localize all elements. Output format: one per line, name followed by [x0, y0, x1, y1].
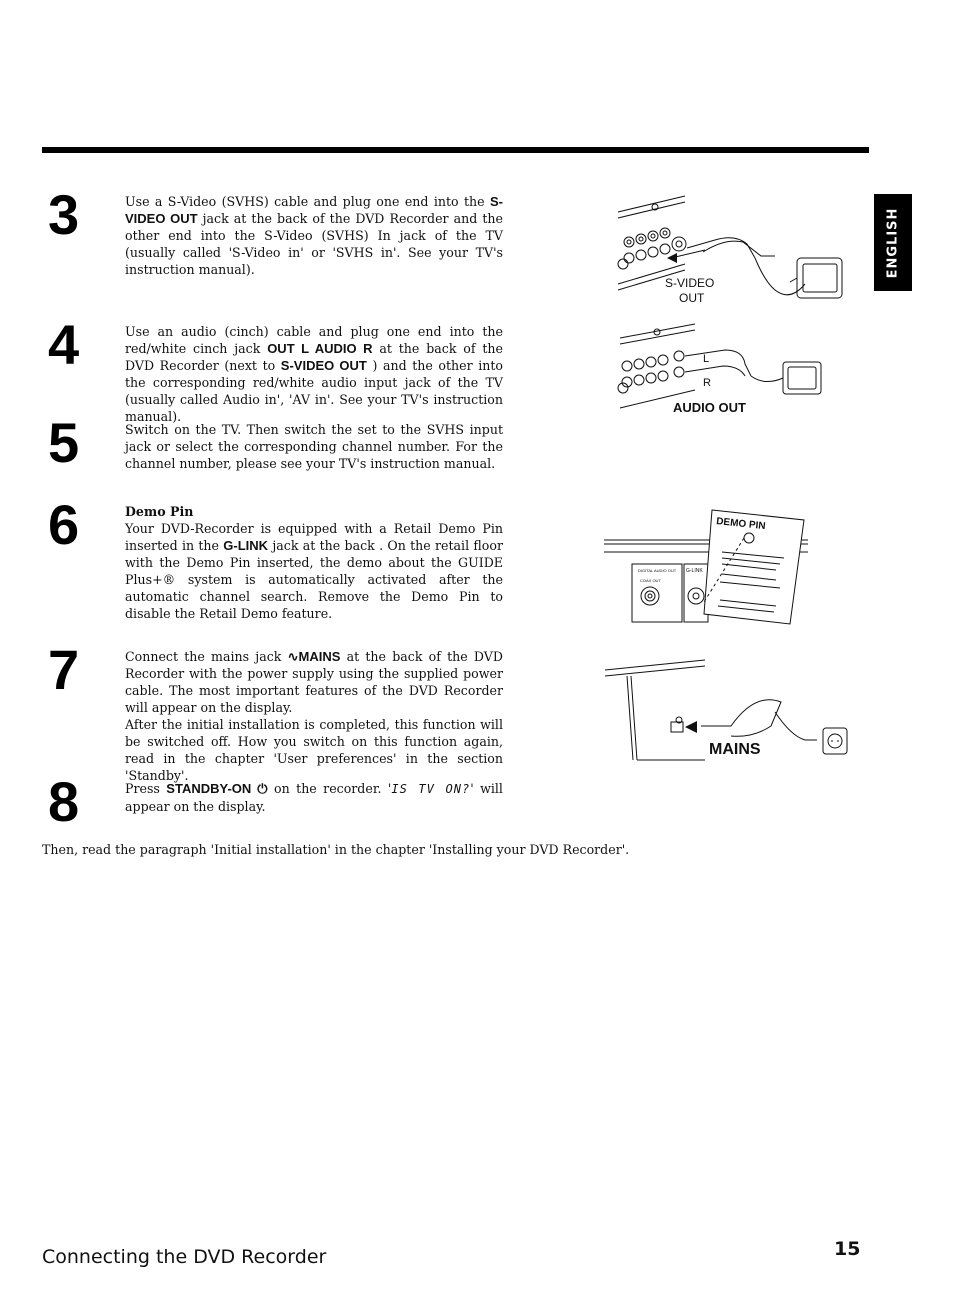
- svideo-label-out: OUT: [679, 291, 705, 305]
- page-number: 15: [834, 1238, 861, 1260]
- key-label: OUT L AUDIO R: [267, 341, 373, 356]
- step-text-part: Switch on the TV. Then switch the set to the SVHS input jack or select the corresponding channel number. For the channel number, please see your TV's instruction manual.: [125, 422, 503, 471]
- display-readout: IS TV ON?: [391, 782, 471, 796]
- mains-connection-illustration: [605, 656, 850, 766]
- audio-left-label: L: [703, 353, 710, 365]
- step-number: 8: [48, 770, 80, 833]
- step-text-part: at the back of the DVD Recorder with the power supply using the supplied power cable. The most important features of the DVD Recorder will appear on the display.: [125, 649, 504, 715]
- digital-audio-out-label: DIGITAL AUDIO OUT: [638, 568, 677, 573]
- step-text: [125, 503, 503, 622]
- audio-right-label: R: [703, 377, 711, 389]
- step-text: [125, 421, 503, 472]
- top-rule: [42, 147, 869, 153]
- step-text-part: Press: [125, 781, 167, 796]
- step-text-part: on the recorder. ': [267, 781, 392, 796]
- step-text-part: Connect the mains jack: [125, 649, 288, 664]
- step-number: 7: [48, 638, 80, 701]
- step-text-part: Use a S-Video (SVHS) cable and plug one end into the: [125, 194, 490, 209]
- step-number: 5: [48, 411, 80, 474]
- key-label: G-LINK: [223, 538, 269, 553]
- footer-section-title: Connecting the DVD Recorder: [42, 1246, 327, 1268]
- demo-pin-title: DEMO PIN: [715, 516, 767, 533]
- step-text-part: jack at the back . On the retail floor with the Demo Pin inserted, the demo about the GUIDE Plus+® system is automatically activated after the automatic channel search. Remove the Demo Pin to disable the Retail Demo feature.: [125, 538, 503, 621]
- language-tab: [874, 194, 912, 291]
- mains-label: MAINS: [709, 741, 761, 758]
- step-text-part: ) and the other into the corresponding red/white audio input jack of the TV (usually called Audio in', 'AV in'. See your TV's instruction manual).: [125, 358, 504, 424]
- step-text: [125, 193, 503, 278]
- step-text: [125, 780, 503, 815]
- step-text: [125, 323, 503, 425]
- step-text-part: at the back of the DVD Recorder (next to: [125, 341, 503, 373]
- step-text-part: Your DVD-Recorder is equipped with a Retail Demo Pin inserted in the: [125, 521, 503, 553]
- audio-out-label: AUDIO OUT: [673, 400, 746, 415]
- key-label: S-VIDEO OUT: [280, 358, 367, 373]
- audio-connection-illustration: [615, 320, 830, 420]
- demo-pin-illustration: [604, 504, 814, 630]
- step-text: [125, 648, 503, 784]
- arrow-icon: [667, 253, 677, 263]
- g-link-label: G-LINK: [686, 568, 703, 574]
- coax-out-label: COAX OUT: [640, 578, 661, 583]
- svideo-label: S-VIDEO: [665, 276, 715, 290]
- closing-paragraph: Then, read the paragraph 'Initial installation' in the chapter 'Installing your DVD Recorder'.: [42, 842, 630, 857]
- arrow-icon: [685, 721, 697, 733]
- step-number: 4: [48, 313, 80, 376]
- step-text-part: jack at the back of the DVD Recorder and the other end into the S-Video (SVHS) In jack of the TV (usually called 'S-Video in' or 'SVHS in'. See your TV's instruction manual).: [125, 211, 503, 277]
- language-tab-label: ENGLISH: [885, 207, 901, 278]
- step-heading: Demo Pin: [125, 504, 194, 519]
- key-label: STANDBY-ON ⏻: [166, 781, 268, 796]
- svideo-connection-illustration: [615, 192, 850, 317]
- step-text-part: ' will appear on the display.: [125, 781, 503, 814]
- step-text-part: Use an audio (cinch) cable and plug one end into the red/white cinch jack: [125, 324, 503, 356]
- step-text-part: After the initial installation is completed, this function will be switched off. How you switch on this function again, read in the chapter 'User preferences' in the section 'Standby'.: [125, 717, 503, 783]
- key-label: ∿MAINS: [287, 649, 341, 664]
- step-number: 3: [48, 183, 80, 246]
- key-label: S-VIDEO OUT: [125, 194, 503, 226]
- step-number: 6: [48, 493, 80, 556]
